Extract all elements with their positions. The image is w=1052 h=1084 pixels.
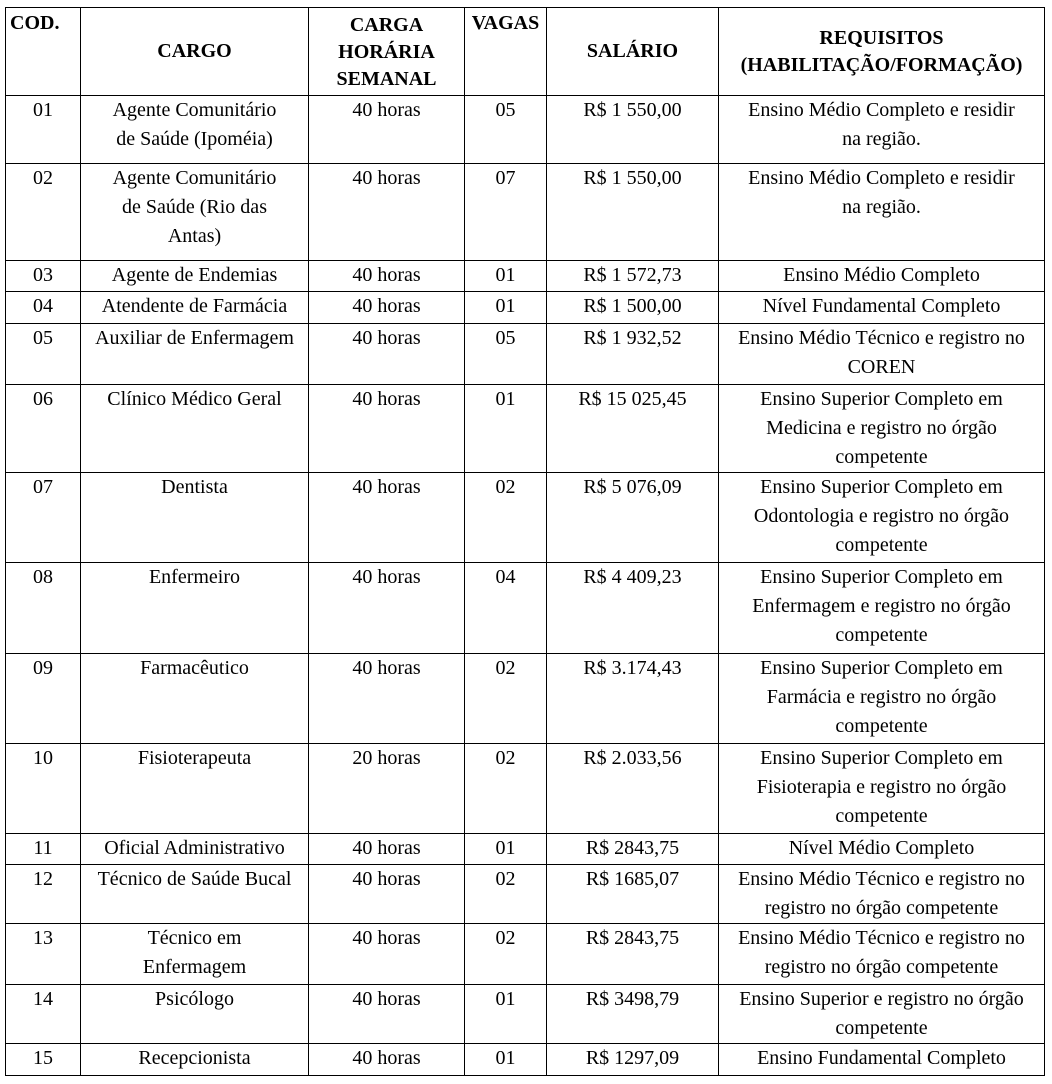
cell-cod: 15 — [6, 1044, 81, 1076]
cell-cargo — [81, 1044, 309, 1076]
cell-requisitos-line: competente — [835, 624, 928, 646]
cell-cargo-line: de Saúde (Ipoméia) — [116, 128, 273, 150]
cell-vagas: 01 — [465, 292, 547, 324]
cell-requisitos-line: Ensino Superior Completo em — [760, 476, 1003, 498]
cell-requisitos-line: Ensino Superior e registro no órgão — [739, 988, 1024, 1010]
cell-salario: R$ 3.174,43 — [547, 654, 719, 744]
cell-cod: 09 — [6, 654, 81, 744]
cell-vagas: 04 — [465, 563, 547, 654]
cell-vagas: 07 — [465, 164, 547, 261]
cell-carga: 40 horas — [309, 865, 465, 924]
cell-carga: 40 horas — [309, 985, 465, 1044]
header-salario: SALÁRIO — [547, 8, 719, 96]
cell-requisitos-line: Enfermagem e registro no órgão — [752, 595, 1011, 617]
cell-cod: 06 — [6, 385, 81, 473]
cell-cod: 14 — [6, 985, 81, 1044]
cell-requisitos-line: Ensino Médio Técnico e registro no — [738, 927, 1025, 949]
cell-cod: 13 — [6, 924, 81, 985]
cell-requisitos-line: Ensino Médio Técnico e registro no — [738, 868, 1025, 890]
cell-cargo — [81, 473, 309, 563]
cell-requisitos — [719, 834, 1045, 865]
cell-requisitos — [719, 654, 1045, 744]
cell-cargo — [81, 563, 309, 654]
cell-requisitos — [719, 261, 1045, 292]
cell-vagas: 02 — [465, 654, 547, 744]
cell-vagas: 01 — [465, 834, 547, 865]
cell-requisitos-line: Ensino Médio Completo e residir — [748, 167, 1015, 189]
cell-salario: R$ 1297,09 — [547, 1044, 719, 1076]
cell-cargo-line: Clínico Médico Geral — [107, 388, 282, 410]
table-row — [6, 1044, 1045, 1076]
cell-vagas: 02 — [465, 924, 547, 985]
cell-requisitos — [719, 1044, 1045, 1076]
cell-salario: R$ 1685,07 — [547, 865, 719, 924]
cell-cargo — [81, 292, 309, 324]
cell-cargo — [81, 744, 309, 834]
cell-requisitos — [719, 96, 1045, 164]
cell-requisitos-line: competente — [835, 715, 928, 737]
header-vagas: VAGAS — [465, 8, 547, 96]
cell-requisitos — [719, 164, 1045, 261]
cell-cod: 11 — [6, 834, 81, 865]
cell-cod: 10 — [6, 744, 81, 834]
cell-requisitos — [719, 473, 1045, 563]
cell-salario: R$ 1 550,00 — [547, 164, 719, 261]
cell-cargo-line: Psicólogo — [155, 988, 234, 1010]
cell-requisitos-line: Nível Médio Completo — [788, 837, 975, 859]
cell-requisitos — [719, 865, 1045, 924]
cell-carga: 40 horas — [309, 385, 465, 473]
cell-requisitos-line: Fisioterapia e registro no órgão — [756, 776, 1007, 798]
cell-requisitos-line: competente — [835, 534, 928, 556]
cell-vagas: 01 — [465, 985, 547, 1044]
header-carga-line: SEMANAL — [336, 68, 437, 90]
cell-cargo-line: Atendente de Farmácia — [101, 295, 288, 317]
cell-cod: 05 — [6, 324, 81, 385]
header-cod: COD. — [6, 8, 81, 96]
cell-requisitos-line: na região. — [842, 196, 921, 218]
cell-cod: 03 — [6, 261, 81, 292]
cell-vagas: 01 — [465, 385, 547, 473]
cell-cargo — [81, 865, 309, 924]
cell-cargo — [81, 834, 309, 865]
table-row — [6, 654, 1045, 744]
cell-vagas: 01 — [465, 1044, 547, 1076]
cell-cargo — [81, 654, 309, 744]
cell-requisitos-line: Odontologia e registro no órgão — [753, 505, 1010, 527]
cell-requisitos-line: Ensino Superior Completo em — [760, 657, 1003, 679]
cell-cod: 08 — [6, 563, 81, 654]
cell-carga: 40 horas — [309, 654, 465, 744]
cell-cargo — [81, 385, 309, 473]
cell-cargo-line: Técnico de Saúde Bucal — [97, 868, 292, 890]
cell-cod: 04 — [6, 292, 81, 324]
cell-cargo — [81, 924, 309, 985]
cell-carga: 40 horas — [309, 1044, 465, 1076]
cell-carga: 40 horas — [309, 292, 465, 324]
cell-carga: 40 horas — [309, 834, 465, 865]
cell-requisitos — [719, 292, 1045, 324]
cell-cargo-line: Auxiliar de Enfermagem — [95, 327, 294, 349]
cell-cargo-line: Agente Comunitário — [112, 99, 277, 121]
cell-carga: 40 horas — [309, 96, 465, 164]
cell-salario: R$ 1 572,73 — [547, 261, 719, 292]
cell-salario: R$ 4 409,23 — [547, 563, 719, 654]
table-row — [6, 473, 1045, 563]
cell-vagas: 05 — [465, 96, 547, 164]
cell-requisitos — [719, 744, 1045, 834]
table-row — [6, 985, 1045, 1044]
cell-carga: 40 horas — [309, 261, 465, 292]
cell-cargo — [81, 985, 309, 1044]
cell-cargo-line: de Saúde (Rio das — [122, 196, 267, 218]
cell-cargo-line: Técnico em — [147, 927, 242, 949]
table-body — [6, 96, 1045, 1076]
table-row — [6, 96, 1045, 164]
cell-cargo — [81, 324, 309, 385]
table-row — [6, 834, 1045, 865]
header-requisitos-line: (HABILITAÇÃO/FORMAÇÃO) — [740, 53, 1023, 76]
cell-carga: 40 horas — [309, 324, 465, 385]
positions-table — [5, 7, 1045, 1076]
cell-requisitos-line: Ensino Médio Completo e residir — [748, 99, 1015, 121]
cell-cod: 01 — [6, 96, 81, 164]
cell-cargo-line: Oficial Administrativo — [104, 837, 285, 859]
cell-requisitos — [719, 924, 1045, 985]
header-carga — [309, 8, 465, 96]
cell-requisitos-line: Nível Fundamental Completo — [762, 295, 1001, 317]
cell-requisitos-line: Ensino Superior Completo em — [760, 388, 1003, 410]
cell-salario: R$ 1 932,52 — [547, 324, 719, 385]
table-row — [6, 385, 1045, 473]
cell-cargo — [81, 261, 309, 292]
cell-cargo-line: Enfermagem — [142, 956, 247, 978]
cell-requisitos-line: competente — [835, 446, 928, 468]
cell-salario: R$ 1 500,00 — [547, 292, 719, 324]
table-row — [6, 744, 1045, 834]
cell-cod: 02 — [6, 164, 81, 261]
cell-requisitos — [719, 985, 1045, 1044]
cell-vagas: 02 — [465, 473, 547, 563]
cell-cargo-line: Antas) — [167, 225, 222, 247]
table-row — [6, 261, 1045, 292]
header-cargo: CARGO — [81, 8, 309, 96]
cell-requisitos — [719, 385, 1045, 473]
cell-requisitos-line: Ensino Médio Completo — [783, 264, 980, 286]
cell-requisitos-line: Medicina e registro no órgão — [766, 417, 997, 439]
cell-carga: 40 horas — [309, 563, 465, 654]
cell-salario: R$ 1 550,00 — [547, 96, 719, 164]
cell-vagas: 01 — [465, 261, 547, 292]
cell-salario: R$ 2843,75 — [547, 924, 719, 985]
cell-cargo-line: Dentista — [161, 476, 228, 498]
table-row — [6, 563, 1045, 654]
cell-carga: 40 horas — [309, 473, 465, 563]
cell-cargo-line: Fisioterapeuta — [137, 747, 252, 769]
header-carga-line: CARGA — [349, 14, 424, 36]
cell-requisitos-line: competente — [835, 1017, 928, 1039]
cell-requisitos-line: Ensino Médio Técnico e registro no — [738, 327, 1025, 349]
cell-carga: 20 horas — [309, 744, 465, 834]
table-row — [6, 924, 1045, 985]
table-row — [6, 865, 1045, 924]
cell-cargo — [81, 164, 309, 261]
cell-cargo-line: Farmacêutico — [140, 657, 249, 679]
cell-requisitos-line: registro no órgão competente — [764, 897, 999, 919]
cell-cod: 07 — [6, 473, 81, 563]
table-row — [6, 292, 1045, 324]
cell-requisitos-line: na região. — [842, 128, 921, 150]
cell-cargo — [81, 96, 309, 164]
cell-vagas: 05 — [465, 324, 547, 385]
table-row — [6, 324, 1045, 385]
cell-salario: R$ 5 076,09 — [547, 473, 719, 563]
cell-requisitos-line: Ensino Superior Completo em — [760, 566, 1003, 588]
cell-vagas: 02 — [465, 865, 547, 924]
table-row — [6, 164, 1045, 261]
header-row — [6, 8, 1045, 96]
cell-requisitos-line: Ensino Superior Completo em — [760, 747, 1003, 769]
cell-requisitos-line: Farmácia e registro no órgão — [766, 686, 997, 708]
cell-carga: 40 horas — [309, 164, 465, 261]
cell-requisitos-line: COREN — [847, 356, 916, 378]
cell-salario: R$ 2843,75 — [547, 834, 719, 865]
header-requisitos-line: REQUISITOS — [819, 26, 944, 49]
cell-carga: 40 horas — [309, 924, 465, 985]
cell-salario: R$ 3498,79 — [547, 985, 719, 1044]
header-requisitos — [719, 8, 1045, 96]
cell-requisitos-line: competente — [835, 805, 928, 827]
cell-salario: R$ 2.033,56 — [547, 744, 719, 834]
cell-salario: R$ 15 025,45 — [547, 385, 719, 473]
cell-requisitos — [719, 563, 1045, 654]
cell-cargo-line: Recepcionista — [138, 1047, 251, 1069]
cell-requisitos-line: Ensino Fundamental Completo — [757, 1047, 1006, 1069]
cell-cargo-line: Agente de Endemias — [111, 264, 278, 286]
cell-vagas: 02 — [465, 744, 547, 834]
cell-cod: 12 — [6, 865, 81, 924]
cell-requisitos — [719, 324, 1045, 385]
cell-requisitos-line: registro no órgão competente — [764, 956, 999, 978]
header-carga-line: HORÁRIA — [338, 41, 435, 63]
cell-cargo-line: Agente Comunitário — [112, 167, 277, 189]
cell-cargo-line: Enfermeiro — [148, 566, 241, 588]
